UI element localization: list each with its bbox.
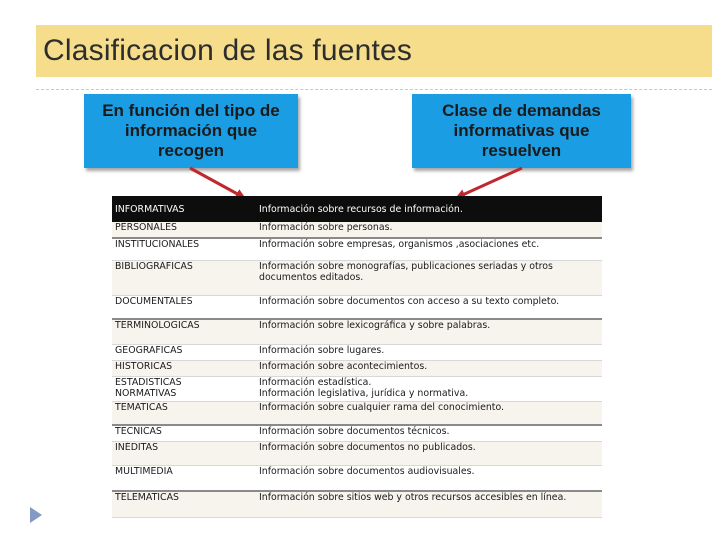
table-header-cell: INFORMATIVAS — [112, 196, 256, 222]
arrow-right — [458, 168, 522, 197]
table-cell-type: GEOGRAFICAS — [112, 344, 256, 360]
table-row — [112, 238, 602, 260]
table-cell-type: PERSONALES — [112, 222, 256, 238]
table-cell-desc: Información sobre documentos no publicados. — [256, 441, 602, 465]
table-row — [112, 344, 602, 360]
table-cell-desc: Información sobre documentos con acceso a su texto completo. — [256, 295, 602, 319]
title-divider — [36, 89, 712, 90]
table-row — [112, 376, 602, 388]
callout-right-line: resuelven — [481, 141, 562, 160]
table-cell-type: TEMATICAS — [112, 401, 256, 425]
table-cell-type: MULTIMEDIA — [112, 465, 256, 491]
table-row — [112, 222, 602, 238]
table-row — [112, 441, 602, 465]
callout-left-line: En función del tipo de — [102, 101, 280, 120]
callout-left-line: información que — [124, 121, 258, 140]
arrow-left — [190, 168, 243, 197]
table-cell-desc: Información sobre sitios web y otros recursos accesibles en línea. — [256, 491, 602, 517]
table-cell-type: ESTADISTICAS — [112, 376, 256, 388]
table-cell-type: BIBLIOGRÁFICAS — [112, 260, 256, 295]
table-row — [112, 260, 602, 295]
table-cell-desc: Información estadística. — [256, 376, 602, 388]
callout-right — [412, 94, 631, 168]
table-row — [112, 388, 602, 401]
table-cell-type: HISTORICAS — [112, 360, 256, 376]
table-cell-desc: Información sobre monografías, publicaciones seriadas y otros documentos editados. — [256, 260, 602, 295]
callout-right-line: Clase de demandas — [442, 101, 601, 120]
table-row — [112, 401, 602, 425]
table-cell-desc: Información sobre documentos audiovisuales. — [256, 465, 602, 491]
table-cell-desc: Información sobre empresas, organismos ,asociaciones etc. — [256, 238, 602, 260]
table-cell-desc: Información legislativa, jurídica y normativa. — [256, 388, 602, 401]
table-row — [112, 360, 602, 376]
callout-left-line: recogen — [157, 141, 225, 160]
table-cell-desc: Información sobre lugares. — [256, 344, 602, 360]
table-cell-desc: Información sobre documentos técnicos. — [256, 425, 602, 441]
table-row — [112, 319, 602, 344]
sources-table — [112, 196, 602, 518]
page-title: Clasificacion de las fuentes — [43, 34, 413, 67]
table-cell-type: TELEMATICAS — [112, 491, 256, 517]
table-row — [112, 491, 602, 517]
table-cell-type: NORMATIVAS — [112, 388, 256, 401]
table-header-cell: Información sobre recursos de información. — [256, 196, 602, 222]
table-cell-type: TECNICAS — [112, 425, 256, 441]
title-bar — [36, 25, 712, 77]
table-cell-desc: Información sobre acontecimientos. — [256, 360, 602, 376]
table-cell-desc: Información sobre lexicográfica y sobre palabras. — [256, 319, 602, 344]
table-cell-type: INÉDITAS — [112, 441, 256, 465]
table-row — [112, 465, 602, 491]
table-cell-type: INSTITUCIONALES — [112, 238, 256, 260]
callout-left — [84, 94, 298, 168]
table-header-row — [112, 196, 602, 222]
table-cell-type: TERMINOLÓGICAS — [112, 319, 256, 344]
callout-right-line: informativas que — [453, 121, 590, 140]
table-cell-type: DOCUMENTALES — [112, 295, 256, 319]
table-row — [112, 295, 602, 319]
table-cell-desc: Información sobre cualquier rama del conocimiento. — [256, 401, 602, 425]
table-row — [112, 425, 602, 441]
table-cell-desc: Información sobre personas. — [256, 222, 602, 238]
triangle-right-icon[interactable] — [30, 507, 42, 523]
